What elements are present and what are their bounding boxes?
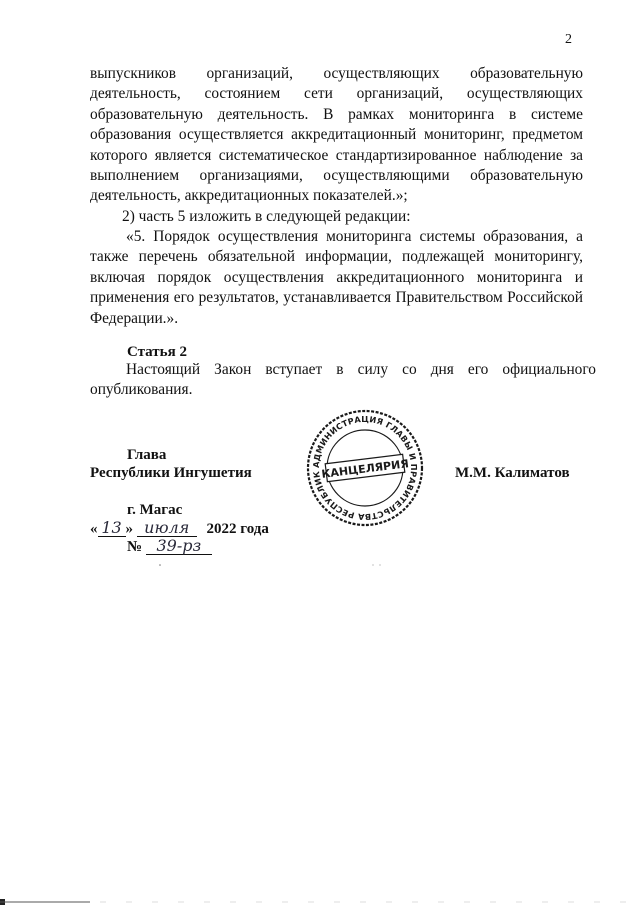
paragraph-continuation: выпускников организаций, осуществляющих образовательную деятельность, состоянием сети организаций, осуществляющих образовательную деятельность. В рамках мониторинга в системе образования осуществляется аккредитационный мониторинг, предметом которого является систематическое стандартизированное наблюдение за выполнением организациями, осуществляющими образовательную деятельность, аккредитационных показателей.»;: [90, 65, 583, 205]
signature-title-line2: Республики Ингушетия: [90, 465, 252, 481]
law-number-value: 39-рз: [146, 538, 212, 555]
signature-title-line1: Глава: [127, 447, 167, 463]
date-month: июля: [137, 520, 197, 537]
article-heading: Статья 2: [127, 344, 187, 360]
place-of-signing: г. Магас: [127, 502, 183, 518]
date-day: 13: [98, 520, 126, 537]
date-year: 2022 года: [206, 521, 269, 537]
stamp-center-text: КАНЦЕЛЯРИЯ: [320, 457, 410, 481]
paragraph-entry-into-force: Настоящий Закон вступает в силу со дня его официального опубликования.: [90, 361, 596, 399]
page-number: 2: [565, 32, 572, 47]
date-open-quote: «: [90, 521, 98, 537]
paragraph-amendment-text: «5. Порядок осуществления мониторинга системы образования, а также перечень обязательной информации, подлежащей мониторингу, включая порядок осуществления аккредитационного мониторинга и применения его результатов, устанавливается Правительством Российской Федерации.».: [90, 228, 583, 327]
law-number-prefix: №: [127, 539, 143, 555]
date-close-quote: »: [125, 521, 133, 537]
paragraph-amendment-item: 2) часть 5 изложить в следующей редакции:: [122, 208, 411, 225]
signatory-name: М.М. Калиматов: [455, 465, 570, 481]
stamp-ring-text: АДМИНИСТРАЦИЯ ГЛАВЫ И ПРАВИТЕЛЬСТВА РЕСПУБЛИК: [310, 413, 420, 523]
law-number-line: [127, 538, 212, 556]
stamp-seal: [305, 408, 425, 528]
official-stamp: [305, 408, 425, 528]
